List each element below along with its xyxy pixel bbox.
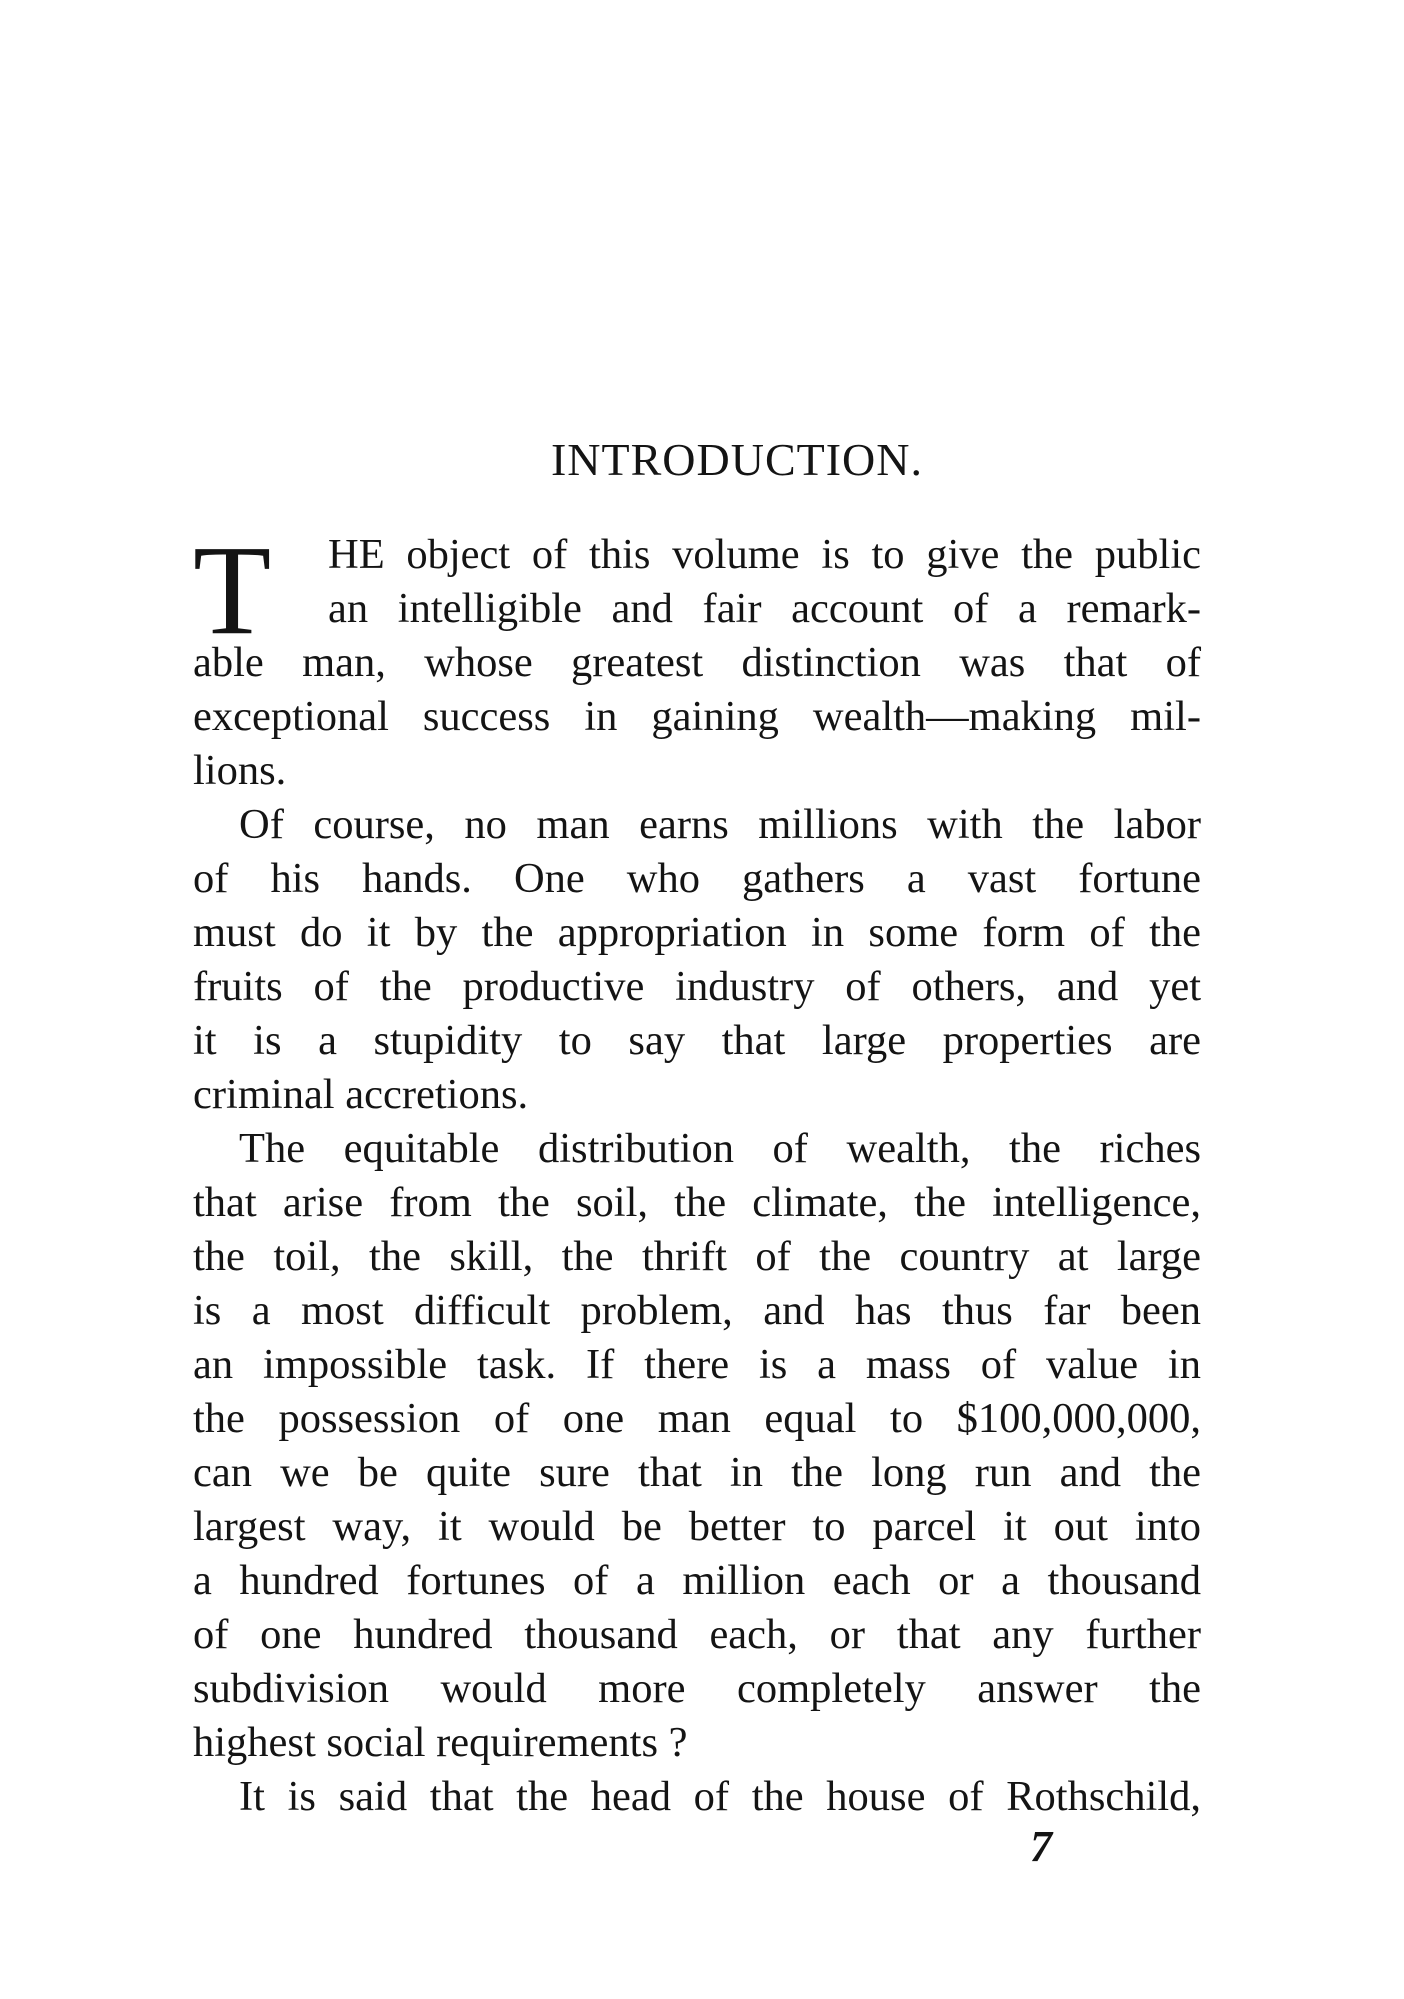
text-line: criminal accretions. — [193, 1071, 529, 1118]
text-line: of one hundred thousand each, or that any further — [193, 1611, 1201, 1658]
text-line: is a most difficult problem, and has thus far been — [193, 1287, 1201, 1334]
drop-cap: T — [193, 519, 272, 661]
text-line: the toil, the skill, the thrift of the country at large — [193, 1233, 1201, 1280]
page-number: 7 — [1030, 1822, 1052, 1871]
text-line: can we be quite sure that in the long run and the — [193, 1449, 1201, 1496]
text-line: a hundred fortunes of a million each or a thousand — [193, 1557, 1201, 1604]
text-line: The equitable distribution of wealth, the riches — [239, 1125, 1201, 1172]
text-line: Of course, no man earns millions with the labor — [239, 801, 1201, 848]
text-line: HE object of this volume is to give the public — [328, 531, 1201, 578]
text-line: able man, whose greatest distinction was that of — [193, 639, 1201, 686]
text-line: largest way, it would be better to parcel it out into — [193, 1503, 1201, 1550]
text-line: lions. — [193, 747, 287, 794]
text-line: highest social requirements ? — [193, 1719, 688, 1766]
text-line: the possession of one man equal to $100,000,000, — [193, 1395, 1201, 1442]
chapter-heading-text: INTRODUCTION. — [550, 434, 923, 485]
text-line: exceptional success in gaining wealth—making mil- — [193, 693, 1201, 740]
text-line: that arise from the soil, the climate, the intelligence, — [193, 1179, 1201, 1226]
body-text — [193, 519, 1201, 1824]
text-line: It is said that the head of the house of Rothschild, — [239, 1773, 1201, 1820]
text-line: fruits of the productive industry of others, and yet — [193, 963, 1201, 1010]
chapter-heading — [0, 432, 1404, 488]
text-line: it is a stupidity to say that large properties are — [193, 1017, 1201, 1064]
text-line: must do it by the appropriation in some form of the — [193, 909, 1201, 956]
text-line: subdivision would more completely answer the — [193, 1665, 1201, 1712]
text-line: an impossible task. If there is a mass of value in — [193, 1341, 1201, 1388]
text-line: of his hands. One who gathers a vast fortune — [193, 855, 1201, 902]
text-line: an intelligible and fair account of a remark- — [328, 585, 1201, 632]
